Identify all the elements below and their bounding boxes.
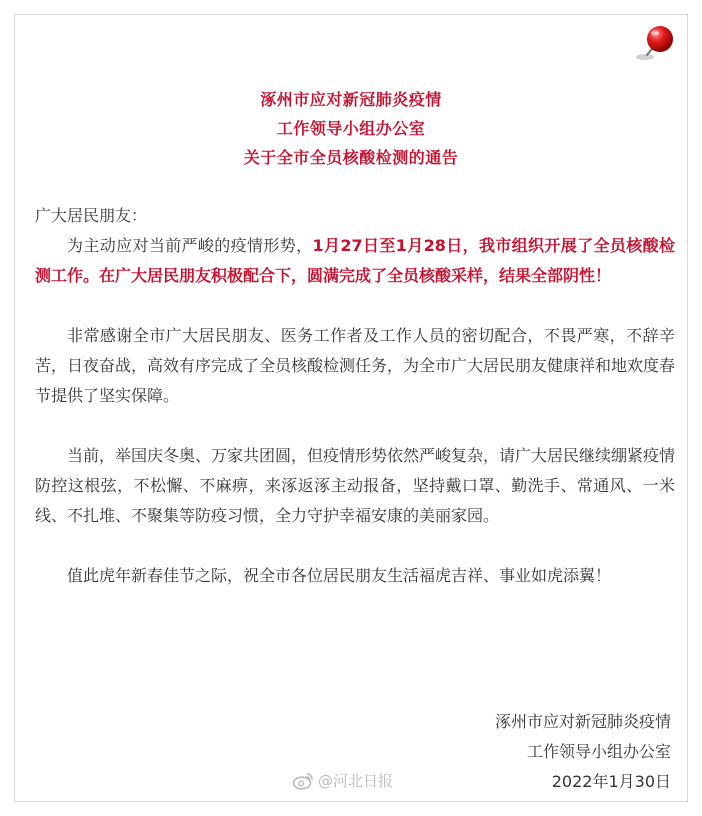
signature-org-line-1: 涿州市应对新冠肺炎疫情 bbox=[494, 712, 671, 731]
watermark-text: @河北日报 bbox=[318, 772, 394, 790]
notice-title bbox=[15, 85, 687, 172]
paragraph-1-highlight: 1月27日至1月28日，我市组织开展了全员核酸检测工作。在广大居民朋友积极配合下，圆满完成了全员核酸采样，结果全部阴性！ bbox=[35, 236, 675, 285]
title-line-2: 工作领导小组办公室 bbox=[276, 119, 426, 138]
source-watermark bbox=[292, 770, 393, 791]
greeting: 广大居民朋友： bbox=[35, 206, 148, 225]
title-line-3: 关于全市全员核酸检测的通告 bbox=[243, 148, 459, 167]
paragraph-4: 值此虎年新春佳节之际，祝全市各位居民朋友生活福虎吉祥、事业如虎添翼！ bbox=[67, 566, 612, 585]
weibo-icon bbox=[292, 772, 314, 790]
notice-card bbox=[14, 14, 688, 802]
title-line-1: 涿州市应对新冠肺炎疫情 bbox=[260, 90, 442, 109]
paragraph-1-normal: 为主动应对当前严峻的疫情形势， bbox=[67, 236, 313, 255]
signature-date: 2022年1月30日 bbox=[551, 772, 671, 791]
red-pushpin-icon bbox=[633, 21, 677, 65]
signature-org-line-2: 工作领导小组办公室 bbox=[526, 742, 671, 761]
notice-body bbox=[35, 201, 675, 591]
paragraph-2: 非常感谢全市广大居民朋友、医务工作者及工作人员的密切配合，不畏严寒，不辞辛苦，日夜奋战，高效有序完成了全员核酸检测任务，为全市广大居民朋友健康祥和地欢度春节提供了坚实保障。 bbox=[35, 326, 676, 405]
signature-block bbox=[495, 707, 671, 797]
paragraph-1 bbox=[35, 231, 675, 291]
paragraph-3: 当前，举国庆冬奥、万家共团圆，但疫情形势依然严峻复杂，请广大居民继续绷紧疫情防控这根弦，不松懈、不麻痹，来涿返涿主动报备，坚持戴口罩、勤洗手、常通风、一米线、不扎堆、不聚集等防疫习惯，全力守护幸福安康的美丽家园。 bbox=[35, 446, 676, 525]
